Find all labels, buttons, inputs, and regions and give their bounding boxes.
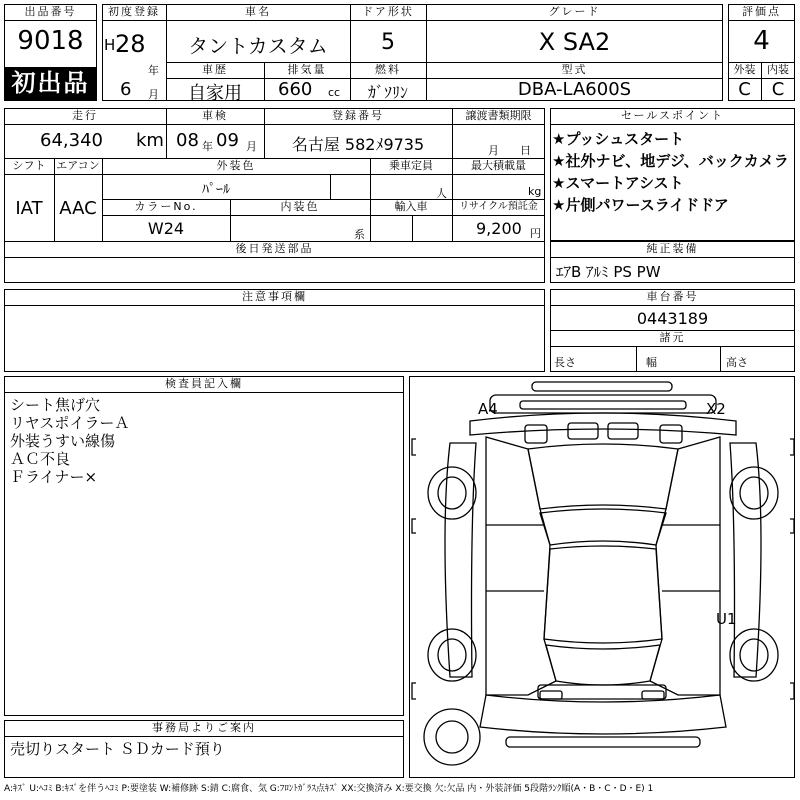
- first-reg-label: 初度登録: [108, 5, 160, 18]
- mileage: 64,340: [40, 130, 103, 151]
- score-label: 評価点: [742, 5, 781, 18]
- import-label: 輸入車: [394, 200, 428, 213]
- width-label: 幅: [646, 356, 657, 369]
- color-no-label: カラーNo.: [134, 200, 198, 213]
- interior-grade: C: [771, 79, 785, 100]
- inspection-year-unit: 年: [202, 140, 213, 153]
- recycle-label: リサイクル預託金: [459, 201, 538, 212]
- sales-point-item: ★スマートアシスト: [552, 174, 684, 192]
- shift-label: シフト: [12, 159, 46, 172]
- parts-label: 後日発送部品: [235, 242, 314, 255]
- first-listing-badge: 初出品: [5, 67, 96, 100]
- inspector-line: リヤスポイラーＡ: [10, 414, 130, 432]
- inspector-notes: [10, 396, 129, 486]
- equipment-label: 純正装備: [646, 242, 699, 255]
- chassis-number: 0443189: [636, 309, 709, 328]
- car-diagram: [409, 376, 795, 778]
- ac-label: エアコン: [56, 159, 100, 172]
- office-text: 売切りスタート ＳＤカード預り: [10, 740, 225, 758]
- damage-mark-rear-right: U1: [716, 610, 737, 628]
- mileage-label: 走行: [72, 109, 98, 122]
- history: 自家用: [188, 83, 242, 104]
- inspector-line: Ｆライナー×: [10, 468, 98, 486]
- transfer-month-unit: 月: [488, 144, 499, 157]
- grade: X SA2: [538, 28, 611, 56]
- displacement-unit: cc: [328, 86, 341, 99]
- lot-label: 出品番号: [24, 5, 77, 18]
- model-label: 型式: [561, 63, 588, 76]
- era: H: [104, 36, 116, 54]
- legend: A:ｷｽﾞ U:ﾍｺﾐ B:ｷｽﾞを伴うﾍｺﾐ P:要塗装 W:補修跡 S:錆 C:腐食、気 G:ﾌﾛﾝﾄｶﾞﾗｽ点ｷｽﾞ XX:交換済み X:要交換 欠:欠品 内・外装評価 5段階ﾗﾝｸ順(A・B・C・D・E) 1: [4, 784, 654, 794]
- doors: 5: [381, 30, 395, 55]
- inspection-month: 09: [216, 130, 239, 151]
- notes-label: 注意事項欄: [242, 290, 307, 303]
- length-label: 長さ: [554, 356, 576, 369]
- exterior-label: 外装: [733, 63, 756, 76]
- shift: IAT: [15, 198, 43, 219]
- equipment-value: ｴｱB ｱﾙﾐ PS PW: [556, 263, 661, 281]
- exterior-color: ﾊﾟｰﾙ: [202, 182, 230, 198]
- damage-mark-front-right: X2: [706, 400, 726, 418]
- recycle-unit: 円: [530, 227, 541, 240]
- sales-points-list: [552, 128, 795, 216]
- fuel: ｶﾞｿﾘﾝ: [367, 83, 408, 102]
- displacement-label: 排気量: [287, 63, 327, 76]
- mileage-unit: km: [136, 130, 164, 151]
- inspector-line: 外装うすい線傷: [10, 432, 116, 450]
- inspector-line: ＡＣ不良: [10, 450, 71, 468]
- interior-color-label: 内装色: [280, 200, 320, 213]
- lot-number: 9018: [17, 26, 84, 56]
- sales-point-item: ★プッシュスタート: [552, 130, 685, 148]
- plate-label: 登録番号: [332, 109, 384, 122]
- color-no: W24: [147, 219, 185, 238]
- inspector-label: 検査員記入欄: [165, 377, 243, 390]
- sales-point-item: ★社外ナビ、地デジ、バックカメラ: [552, 152, 789, 170]
- displacement: 660: [278, 79, 313, 100]
- exterior-grade: C: [738, 79, 751, 100]
- sales-points-label: セールスポイント: [620, 109, 724, 122]
- inspection-year: 08: [176, 130, 199, 151]
- exterior-color-label: 外装色: [216, 159, 256, 172]
- interior-color-unit: 系: [354, 228, 365, 241]
- office-label: 事務局よりご案内: [152, 721, 256, 734]
- car-diagram-svg: [410, 377, 795, 778]
- month-unit: 月: [148, 88, 159, 101]
- reg-month: 6: [120, 79, 132, 100]
- car-name-label: 車名: [245, 5, 271, 18]
- interior-label: 内装: [767, 63, 789, 76]
- height-label: 高さ: [726, 356, 748, 369]
- dimensions-label: 諸元: [659, 331, 686, 344]
- inspection-month-unit: 月: [246, 140, 257, 153]
- inspector-line: シート焦げ穴: [10, 396, 101, 414]
- transfer-label: 譲渡書類期限: [465, 109, 532, 122]
- chassis-label: 車台番号: [646, 290, 699, 303]
- capacity-unit: 人: [436, 187, 447, 200]
- damage-mark-front-left: A4: [478, 400, 498, 418]
- recycle-fee: 9,200: [476, 219, 522, 238]
- sales-point-item: ★片側パワースライドドア: [552, 196, 729, 214]
- score: 4: [753, 26, 770, 56]
- model: DBA-LA600S: [517, 79, 632, 100]
- reg-year: 28: [115, 30, 146, 58]
- car-name: タントカスタム: [188, 34, 328, 58]
- capacity-label: 乗車定員: [389, 159, 433, 172]
- plate: 名古屋 582ﾒ9735: [291, 135, 425, 154]
- year-unit: 年: [148, 64, 159, 77]
- transfer-day-unit: 日: [520, 144, 531, 157]
- door-label: ドア形状: [362, 5, 414, 18]
- history-label: 車歴: [202, 63, 228, 76]
- load-unit: kg: [528, 185, 542, 198]
- load-label: 最大積載量: [471, 159, 526, 172]
- grade-label: グレード: [548, 5, 601, 18]
- fuel-label: 燃料: [375, 63, 401, 76]
- inspection-label: 車検: [202, 109, 228, 122]
- ac: AAC: [59, 198, 97, 219]
